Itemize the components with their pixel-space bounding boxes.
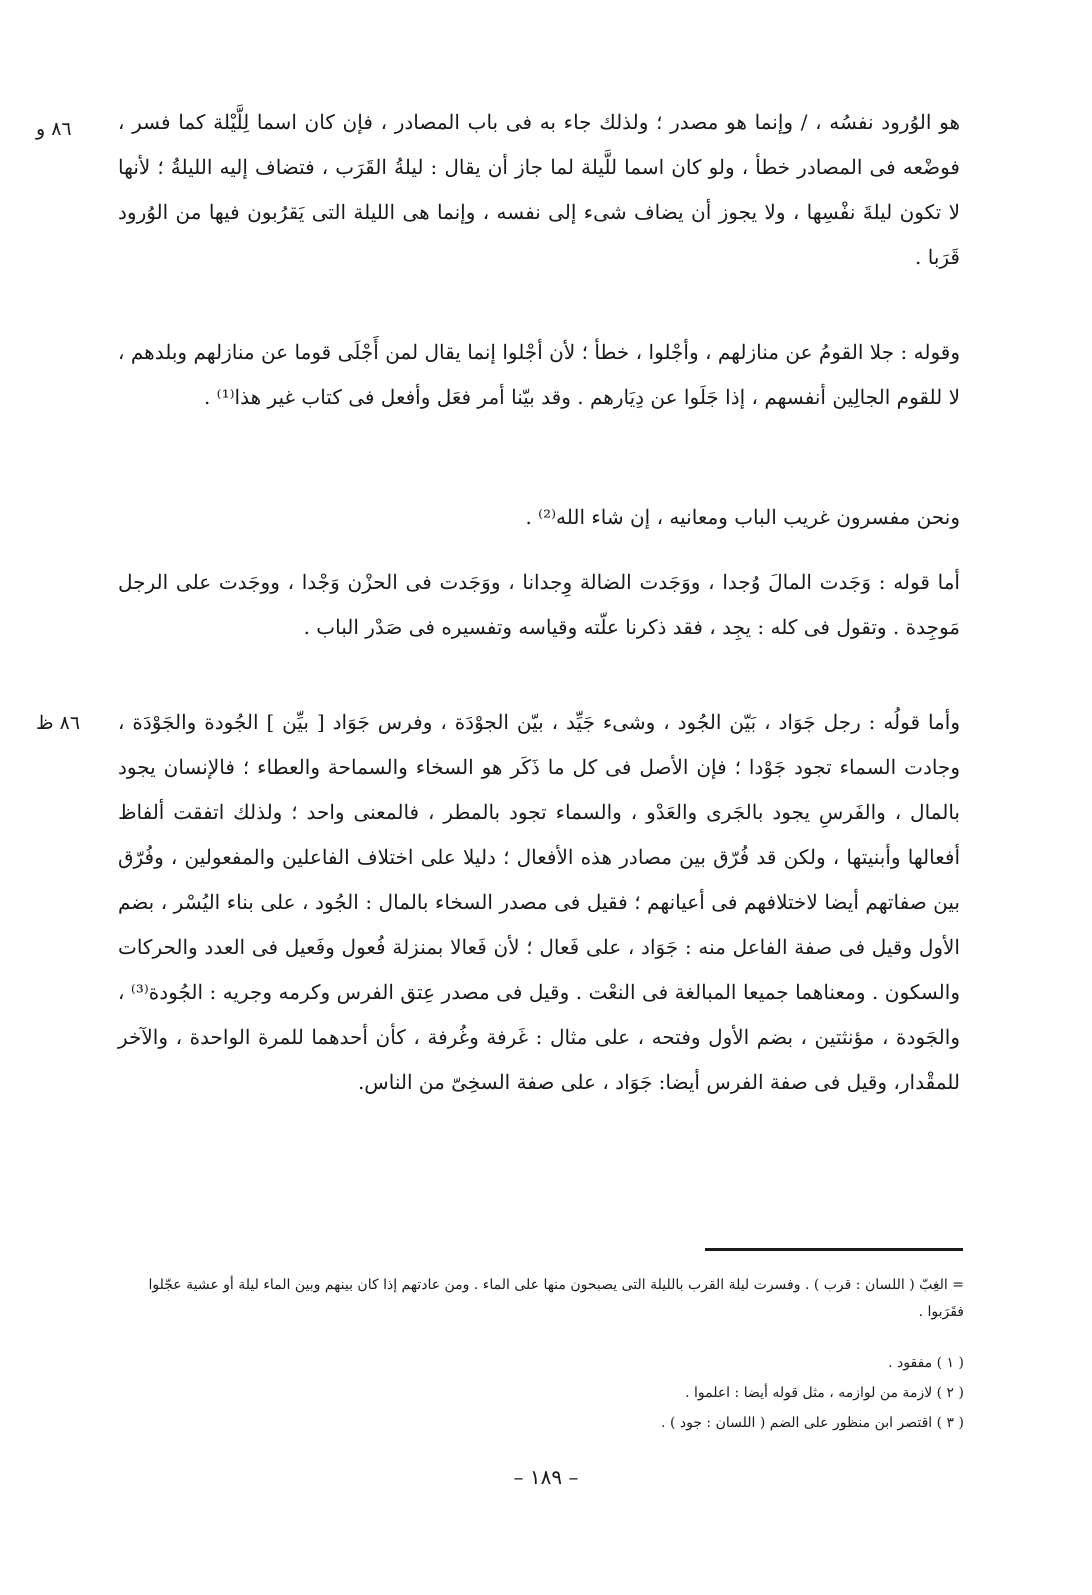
margin-folio-note-2: ٨٦ ظ [36, 712, 81, 734]
footnote-continuation: = الغِبّ ( اللسان : قرب ) . وفسرت ليلة القرب بالليلة التى يصبحون منها على الماء . ومن عادتهم إذا كان بينهم وبين الماء ليلة أو عشية عجّلوا فقَرَبوا . [148, 1277, 964, 1320]
paragraph-2: وقوله : جلا القومُ عن منازلهم ، وأجْلوا ، خطأ ؛ لأن أجْلوا إنما يقال لمن أَجْلَى قوما عن منازلهم وبلدهم ، لا للقوم الجالِين أنفسهم ، إذا جَلَوا عن دِيَارهم . وقد بيّنا أمر فعَل وأفعل فى كتاب غير هذا⁽¹⁾ . [118, 340, 960, 409]
footnote-1: ( ١ ) مفقود . [888, 1355, 964, 1371]
page-number: – ١٨٩ – [513, 1465, 579, 1489]
paragraph-3: ونحن مفسرون غريب الباب ومعانيه ، إن شاء الله⁽²⁾ . [525, 505, 960, 529]
paragraph-1: هو الوُرود نفسُه ، / وإنما هو مصدر ؛ ولذلك جاء به فى باب المصادر ، فإن كان اسما لِلَّيْلة كما فسر ، فوضْعه فى المصادر خطأ ، ولو كان اسما للَّيلة لما جاز أن يقال : ليلةُ القَرَب ، فتضاف إليه الليلةُ ؛ لأنها لا تكون ليلةَ نفْسِها ، ولا يجوز أن يضاف شىء إلى نفسه ، وإنما هى الليلة التى يَقرُبون فيها من الوُرود قَرَبا . [118, 110, 960, 269]
margin-folio-note-1: ٨٦ و [36, 118, 72, 140]
paragraph-4: أما قوله : وَجَدت المالَ وُجدا ، ووَجَدت الضالة وِجدانا ، ووَجَدت فى الحزْن وَجْدا ، ووجَدت على الرجل مَوجِدة . وتقول فى كله : يجِد ، فقد ذكرنا علّته وقياسه وتفسيره فى صَدْر الباب . [118, 570, 960, 639]
footnote-2: ( ٢ ) لازمة من لوازمه ، مثل قوله أيضا : اعلموا . [685, 1385, 964, 1401]
footnote-3: ( ٣ ) اقتصر ابن منظور على الضم ( اللسان : جود ) . [661, 1415, 964, 1431]
paragraph-5: وأما قولُه : رجل جَوَاد ، بَيّن الجُود ، وشىء جَيِّد ، بيّن الجوْدَة ، وفرس جَوَاد [ بيِّن ] الجُودة والجَوْدَة ، وجادت السماء تجود جَوْدا ؛ فإن الأصل فى كل ما ذَكَر هو السخاء والسماحة والعطاء ؛ فالإنسان يجود بالمال ، والفَرسِ يجود بالجَرى والعَدْو ، والسماء تجود بالمطر ، فالمعنى واحد ؛ ولذلك اتفقت ألفاظ أفعالها وأبنيتها ، ولكن قد فُرّق بين مصادر هذه الأفعال ؛ دليلا على اختلاف الفاعلين والمفعولين ، وفُرّق بين صفاتهم أيضا لاختلافهم فى أعيانهم ؛ فقيل فى مصدر السخاء بالمال : الجُود ، على بناء اليُسْر ، بضم الأول وقيل فى صفة الفاعل منه : جَوَاد ، على فَعال ؛ لأن فَعالا بمنزلة فُعول وفَعيل فى العدد والحركات والسكون . ومعناهما جميعا المبالغة فى النعْت . وقيل فى مصدر عِتق الفرس وكرمه وجريه : الجُودة⁽³⁾ ، والجَودة ، مؤنثتين ، بضم الأول وفتحه ، على مثال : غَرفة وغُرفة ، كأن أحدهما للمرة الواحدة ، والآخر للمقْدار، وقيل فى صفة الفرس أيضا: جَوَاد ، على صفة السخِىّ من الناس. [118, 710, 961, 1094]
footnote-separator [705, 1248, 963, 1251]
